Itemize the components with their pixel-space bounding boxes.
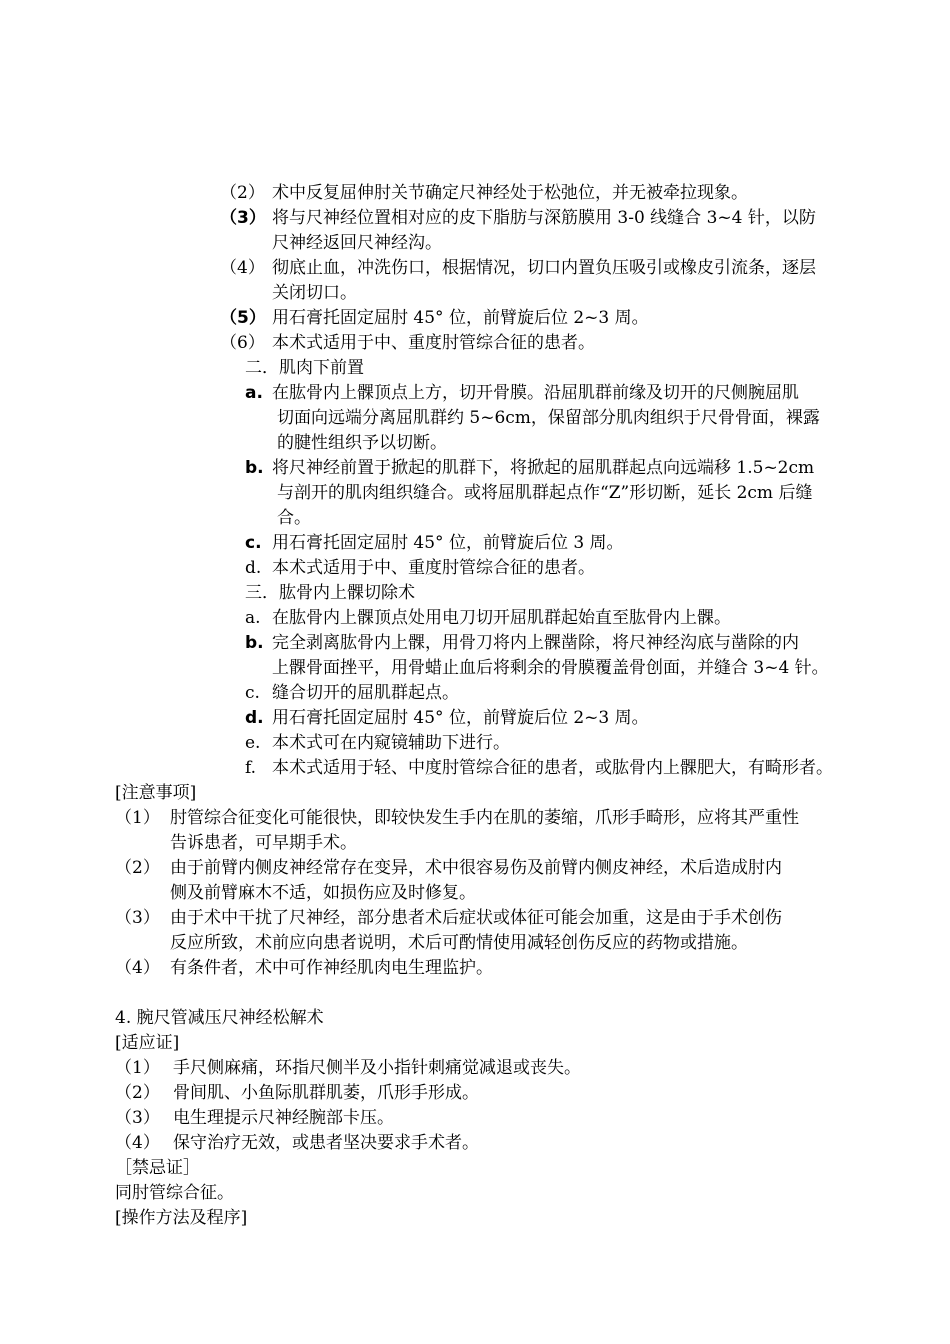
item-marker: （4）	[220, 258, 265, 278]
item-text: 本术式适用于轻、中度肘管综合征的患者，或肱骨内上髁肥大，有畸形者。	[272, 758, 833, 778]
item-marker: （6）	[220, 333, 265, 353]
item-text: 切面向远端分离屈肌群约 5~6cm，保留部分肌肉组织于尺骨骨面，裸露	[277, 408, 820, 428]
item-marker: a.	[245, 383, 263, 403]
item-marker: c.	[245, 683, 260, 703]
item-text: 与剖开的肌肉组织缝合。或将屈肌群起点作“Z”形切断，延长 2cm 后缝	[277, 483, 813, 503]
item-marker: a.	[245, 608, 261, 628]
section-heading: 三．肱骨内上髁切除术	[245, 583, 415, 603]
item-marker: （3）	[115, 908, 160, 928]
procedure-heading: [操作方法及程序]	[115, 1208, 248, 1228]
item-text: 本术式可在内窥镜辅助下进行。	[272, 733, 510, 753]
item-marker: （2）	[220, 183, 265, 203]
item-text: 缝合切开的屈肌群起点。	[272, 683, 459, 703]
item-marker: d.	[245, 558, 262, 578]
item-marker: f.	[245, 758, 257, 778]
item-marker: （1）	[115, 1058, 160, 1078]
item-marker: （1）	[115, 808, 160, 828]
item-text: 将尺神经前置于掀起的肌群下，将掀起的屈肌群起点向远端移 1.5~2cm	[272, 458, 815, 478]
item-text: 彻底止血，冲洗伤口，根据情况，切口内置负压吸引或橡皮引流条，逐层	[272, 258, 816, 278]
item-text: 本术式适用于中、重度肘管综合征的患者。	[272, 558, 595, 578]
item-marker: （3）	[220, 208, 266, 228]
section-title: 4. 腕尺管减压尺神经松解术	[115, 1008, 324, 1028]
item-text: 在肱骨内上髁顶点处用电刀切开屈肌群起始直至肱骨内上髁。	[272, 608, 731, 628]
item-text: 告诉患者，可早期手术。	[170, 833, 357, 853]
item-text: 在肱骨内上髁顶点上方，切开骨膜。沿屈肌群前缘及切开的尺侧腕屈肌	[272, 383, 799, 403]
item-text: 反应所致，术前应向患者说明，术后可酌情使用减轻创伤反应的药物或措施。	[170, 933, 748, 953]
item-text: 手尺侧麻痛，环指尺侧半及小指针刺痛觉减退或丧失。	[173, 1058, 581, 1078]
contraindications-text: 同肘管综合征。	[115, 1183, 234, 1203]
notes-heading: [注意事项]	[115, 783, 197, 803]
item-text: 用石膏托固定屈肘 45° 位，前臂旋后位 2~3 周。	[272, 308, 649, 328]
item-text: 关闭切口。	[272, 283, 357, 303]
item-marker: b.	[245, 633, 264, 653]
item-text: 有条件者，术中可作神经肌肉电生理监护。	[170, 958, 493, 978]
item-marker: （3）	[115, 1108, 160, 1128]
item-text: 术中反复屈伸肘关节确定尺神经处于松弛位，并无被牵拉现象。	[272, 183, 748, 203]
item-marker: （2）	[115, 1083, 160, 1103]
item-text: 骨间肌、小鱼际肌群肌萎，爪形手形成。	[173, 1083, 479, 1103]
item-text: 侧及前臂麻木不适，如损伤应及时修复。	[170, 883, 476, 903]
item-text: 由于前臂内侧皮神经常存在变异，术中很容易伤及前臂内侧皮神经，术后造成肘内	[170, 858, 782, 878]
item-marker: （4）	[115, 1133, 160, 1153]
item-text: 合。	[277, 508, 311, 528]
item-marker: （4）	[115, 958, 160, 978]
item-marker: b.	[245, 458, 264, 478]
item-text: 尺神经返回尺神经沟。	[272, 233, 442, 253]
item-text: 用石膏托固定屈肘 45° 位，前臂旋后位 3 周。	[272, 533, 624, 553]
indications-heading: [适应证]	[115, 1033, 180, 1053]
item-text: 用石膏托固定屈肘 45° 位，前臂旋后位 2~3 周。	[272, 708, 649, 728]
item-text: 本术式适用于中、重度肘管综合征的患者。	[272, 333, 595, 353]
item-marker: d.	[245, 708, 264, 728]
item-marker: c.	[245, 533, 262, 553]
item-marker: e.	[245, 733, 261, 753]
section-heading: 二．肌肉下前置	[245, 358, 364, 378]
item-text: 上髁骨面挫平，用骨蜡止血后将剩余的骨膜覆盖骨创面，并缝合 3~4 针。	[272, 658, 829, 678]
item-marker: （2）	[115, 858, 160, 878]
item-text: 的腱性组织予以切断。	[277, 433, 447, 453]
item-text: 保守治疗无效，或患者坚决要求手术者。	[173, 1133, 479, 1153]
item-text: 完全剥离肱骨内上髁，用骨刀将内上髁凿除，将尺神经沟底与凿除的内	[272, 633, 799, 653]
contraindications-heading: ［禁忌证］	[115, 1158, 200, 1178]
item-text: 电生理提示尺神经腕部卡压。	[173, 1108, 394, 1128]
item-text: 肘管综合征变化可能很快，即较快发生手内在肌的萎缩，爪形手畸形，应将其严重性	[170, 808, 799, 828]
item-text: 由于术中干扰了尺神经，部分患者术后症状或体征可能会加重，这是由于手术创伤	[170, 908, 782, 928]
item-marker: （5）	[220, 308, 266, 328]
item-text: 将与尺神经位置相对应的皮下脂肪与深筋膜用 3-0 线缝合 3~4 针，以防	[272, 208, 816, 228]
